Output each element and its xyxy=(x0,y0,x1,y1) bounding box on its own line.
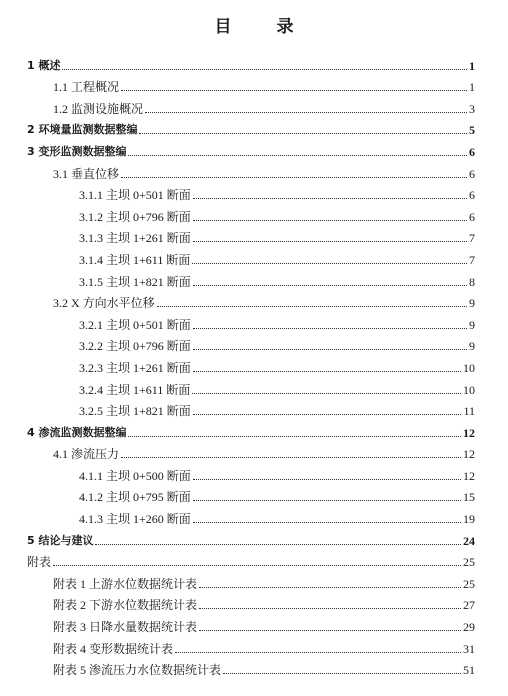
toc-entry[interactable] xyxy=(27,333,475,355)
toc-entry-title: 3.2.4 主坝 1+611 断面 xyxy=(79,382,191,397)
dot-leader xyxy=(145,112,467,113)
toc-entry-title: 附表 1 上游水位数据统计表 xyxy=(53,576,198,591)
toc-entry-title: 3.2.5 主坝 1+821 断面 xyxy=(79,404,191,419)
toc-entry-page-number: 9 xyxy=(469,317,475,332)
dot-leader xyxy=(128,155,467,156)
table-of-contents xyxy=(27,52,475,678)
toc-entry-page-number: 6 xyxy=(469,166,475,181)
dot-leader xyxy=(53,565,461,566)
toc-entry[interactable] xyxy=(27,549,475,571)
toc-entry[interactable] xyxy=(27,268,475,290)
toc-entry-page-number: 11 xyxy=(463,404,475,419)
dot-leader xyxy=(121,177,467,178)
dot-leader xyxy=(193,349,467,350)
toc-entry-page-number: 1 xyxy=(469,58,475,73)
toc-entry-page-number: 19 xyxy=(463,512,475,527)
toc-entry[interactable] xyxy=(27,527,475,549)
toc-entry[interactable] xyxy=(27,246,475,268)
toc-entry[interactable] xyxy=(27,52,475,74)
toc-entry-page-number: 25 xyxy=(463,555,475,570)
dot-leader xyxy=(192,393,461,394)
toc-entry-page-number: 12 xyxy=(463,425,475,440)
toc-entry[interactable] xyxy=(27,419,475,441)
dot-leader xyxy=(193,328,467,329)
toc-entry[interactable] xyxy=(27,376,475,398)
toc-entry-page-number: 29 xyxy=(463,620,475,635)
dot-leader xyxy=(139,133,467,134)
dot-leader xyxy=(199,608,461,609)
toc-entry-page-number: 12 xyxy=(463,447,475,462)
toc-entry-page-number: 1 xyxy=(469,80,475,95)
dot-leader xyxy=(121,457,461,458)
toc-entry-page-number: 5 xyxy=(469,123,475,138)
dot-leader xyxy=(193,522,461,523)
dot-leader xyxy=(193,371,461,372)
toc-entry-page-number: 24 xyxy=(463,533,475,548)
toc-entry-page-number: 31 xyxy=(463,641,475,656)
toc-entry-page-number: 27 xyxy=(463,598,475,613)
toc-entry-page-number: 51 xyxy=(463,663,475,678)
dot-leader xyxy=(121,90,467,91)
toc-entry-title: 附表 xyxy=(27,555,52,570)
dot-leader xyxy=(157,306,467,307)
toc-entry[interactable] xyxy=(27,95,475,117)
toc-entry-title: 附表 2 下游水位数据统计表 xyxy=(53,598,198,613)
toc-entry-title: 3.2.2 主坝 0+796 断面 xyxy=(79,339,191,354)
dot-leader xyxy=(223,673,461,674)
dot-leader xyxy=(62,69,467,70)
dot-leader xyxy=(193,285,467,286)
toc-entry-title: 1.2 监测设施概况 xyxy=(53,101,144,116)
toc-entry-page-number: 10 xyxy=(463,360,475,375)
toc-entry-title: 3 变形监测数据整编 xyxy=(27,144,127,158)
toc-entry[interactable] xyxy=(27,592,475,614)
toc-entry-page-number: 25 xyxy=(463,576,475,591)
dot-leader xyxy=(95,544,461,545)
page-title: 目 录 xyxy=(214,17,308,37)
toc-entry-title: 3.2 X 方向水平位移 xyxy=(53,296,155,311)
toc-entry-page-number: 10 xyxy=(463,382,475,397)
toc-entry-title: 附表 4 变形数据统计表 xyxy=(53,641,174,656)
toc-entry[interactable] xyxy=(27,117,475,139)
dot-leader xyxy=(199,587,461,588)
toc-entry[interactable] xyxy=(27,182,475,204)
toc-entry[interactable] xyxy=(27,505,475,527)
toc-entry[interactable] xyxy=(27,462,475,484)
toc-entry-title: 4.1.2 主坝 0+795 断面 xyxy=(79,490,191,505)
dot-leader xyxy=(193,479,461,480)
toc-entry-title: 1 概述 xyxy=(27,58,61,72)
toc-entry[interactable] xyxy=(27,160,475,182)
toc-entry-title: 附表 5 渗流压力水位数据统计表 xyxy=(53,663,222,678)
toc-entry[interactable] xyxy=(27,225,475,247)
toc-entry-page-number: 6 xyxy=(469,188,475,203)
toc-entry-page-number: 15 xyxy=(463,490,475,505)
dot-leader xyxy=(128,436,461,437)
toc-entry-title: 3.1.1 主坝 0+501 断面 xyxy=(79,188,191,203)
dot-leader xyxy=(193,220,467,221)
dot-leader xyxy=(199,630,461,631)
toc-entry[interactable] xyxy=(27,657,475,679)
toc-entry-title: 2 环境量监测数据整编 xyxy=(27,123,138,137)
toc-entry-page-number: 8 xyxy=(469,274,475,289)
toc-entry-title: 4.1 渗流压力 xyxy=(53,447,120,462)
toc-entry-title: 3.1.2 主坝 0+796 断面 xyxy=(79,209,191,224)
toc-entry-title: 1.1 工程概况 xyxy=(53,80,120,95)
dot-leader xyxy=(175,652,461,653)
toc-entry[interactable] xyxy=(27,74,475,96)
toc-entry[interactable] xyxy=(27,311,475,333)
toc-entry-page-number: 7 xyxy=(469,252,475,267)
toc-entry-page-number: 6 xyxy=(469,144,475,159)
toc-entry-title: 4.1.1 主坝 0+500 断面 xyxy=(79,468,191,483)
toc-entry-page-number: 6 xyxy=(469,209,475,224)
toc-entry-page-number: 7 xyxy=(469,231,475,246)
toc-entry[interactable] xyxy=(27,441,475,463)
toc-entry[interactable] xyxy=(27,203,475,225)
dot-leader xyxy=(193,241,467,242)
toc-entry-page-number: 9 xyxy=(469,296,475,311)
toc-entry-title: 3.2.3 主坝 1+261 断面 xyxy=(79,360,191,375)
dot-leader xyxy=(193,500,461,501)
toc-entry-title: 3.1.3 主坝 1+261 断面 xyxy=(79,231,191,246)
toc-entry-title: 5 结论与建议 xyxy=(27,533,94,547)
toc-entry[interactable] xyxy=(27,570,475,592)
toc-entry-page-number: 12 xyxy=(463,468,475,483)
dot-leader xyxy=(193,198,467,199)
toc-entry[interactable] xyxy=(27,635,475,657)
dot-leader xyxy=(193,414,462,415)
toc-entry[interactable] xyxy=(27,398,475,420)
dot-leader xyxy=(192,263,467,264)
toc-entry-page-number: 9 xyxy=(469,339,475,354)
toc-entry[interactable] xyxy=(27,138,475,160)
toc-entry-title: 3.1 垂直位移 xyxy=(53,166,120,181)
toc-entry-title: 3.1.5 主坝 1+821 断面 xyxy=(79,274,191,289)
toc-entry-title: 附表 3 日降水量数据统计表 xyxy=(53,620,198,635)
toc-entry[interactable] xyxy=(27,354,475,376)
toc-entry-title: 3.2.1 主坝 0+501 断面 xyxy=(79,317,191,332)
toc-entry-title: 4 渗流监测数据整编 xyxy=(27,425,127,439)
toc-entry[interactable] xyxy=(27,613,475,635)
toc-entry[interactable] xyxy=(27,484,475,506)
toc-entry[interactable] xyxy=(27,290,475,312)
toc-entry-title: 4.1.3 主坝 1+260 断面 xyxy=(79,512,191,527)
toc-entry-page-number: 3 xyxy=(469,101,475,116)
toc-entry-title: 3.1.4 主坝 1+611 断面 xyxy=(79,252,191,267)
